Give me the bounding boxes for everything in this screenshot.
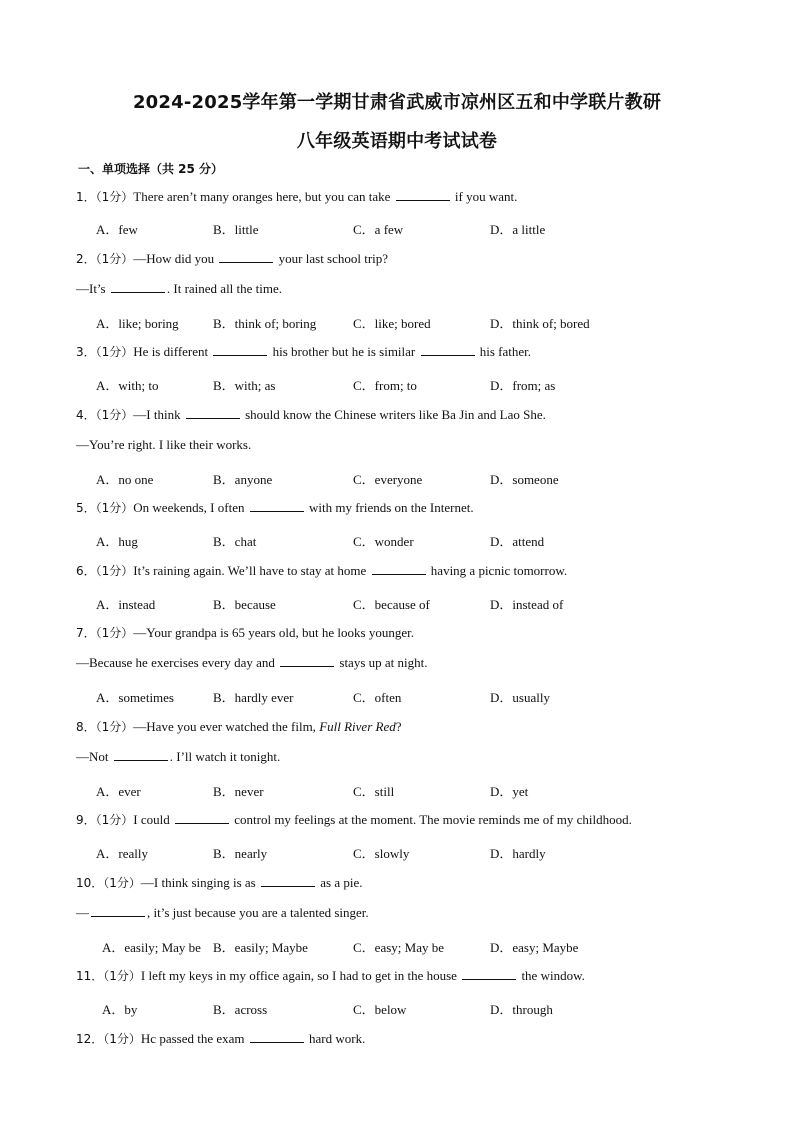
question-8-line-2: —Not . I’ll watch it tonight. (76, 749, 281, 764)
option-c: C．like; bored (353, 316, 431, 331)
option-a: A．hug (96, 534, 138, 549)
question-8: 8．（1分）—Have you ever watched the film, Full River Red? (76, 719, 402, 734)
option-b: B．think of; boring (213, 316, 317, 331)
option-a: A．by (102, 1002, 138, 1017)
option-a: A．easily; May be (102, 940, 201, 955)
answer-blank (111, 281, 165, 293)
option-d: D．someone (490, 472, 559, 487)
question-5: 5．（1分）On weekends, I often with my friends on the Internet. (76, 500, 474, 515)
option-d: D．easy; Maybe (490, 940, 579, 955)
exam-title-line-1: 2024-2025学年第一学期甘肃省武威市凉州区五和中学联片教研 (132, 92, 662, 113)
option-b: B．chat (213, 534, 257, 549)
option-d: D．usually (490, 690, 550, 705)
option-d: D．think of; bored (490, 316, 590, 331)
question-9: 9．（1分）I could control my feelings at the moment. The movie reminds me of my childhood. (76, 812, 632, 827)
option-c: C．often (353, 690, 402, 705)
answer-blank (280, 655, 334, 667)
answer-blank (250, 500, 304, 512)
option-d: D．hardly (490, 846, 546, 861)
question-3: 3．（1分）He is different his brother but he is similar his father. (76, 344, 532, 359)
option-a: A．sometimes (96, 690, 174, 705)
question-10-line-2: — , it’s just because you are a talented singer. (76, 905, 369, 920)
option-c: C．still (353, 784, 395, 799)
answer-blank (219, 251, 273, 263)
answer-blank (396, 189, 450, 201)
answer-blank (261, 875, 315, 887)
option-b: B．hardly ever (213, 690, 294, 705)
answer-blank (421, 344, 475, 356)
option-b: B．anyone (213, 472, 273, 487)
question-1: 1．（1分）There aren’t many oranges here, but you can take if you want. (76, 189, 518, 204)
option-c: C．from; to (353, 378, 417, 393)
answer-blank (175, 812, 229, 824)
option-a: A．like; boring (96, 316, 179, 331)
option-b: B．because (213, 597, 276, 612)
option-b: B．across (213, 1002, 268, 1017)
section-heading: 一、单项选择（共 25 分） (78, 162, 224, 176)
answer-blank (213, 344, 267, 356)
question-2-line-2: —It’s . It rained all the time. (76, 281, 283, 296)
option-a: A．no one (96, 472, 154, 487)
question-12: 12．（1分）Hc passed the exam hard work. (76, 1031, 366, 1046)
question-4: 4．（1分）—I think should know the Chinese writers like Ba Jin and Lao She. (76, 407, 546, 422)
option-c: C．everyone (353, 472, 423, 487)
question-7: 7．（1分）—Your grandpa is 65 years old, but he looks younger. (76, 625, 414, 640)
option-c: C．wonder (353, 534, 414, 549)
option-c: C．below (353, 1002, 407, 1017)
answer-blank (462, 968, 516, 980)
exam-title-line-2: 八年级英语期中考试试卷 (296, 131, 498, 152)
option-b: B．easily; Maybe (213, 940, 308, 955)
answer-blank (91, 905, 145, 917)
question-11: 11．（1分）I left my keys in my office again, so I had to get in the house the window. (76, 968, 585, 983)
option-b: B．with; as (213, 378, 276, 393)
question-10: 10．（1分）—I think singing is as as a pie. (76, 875, 363, 890)
question-7-line-2: —Because he exercises every day and stays up at night. (76, 655, 428, 670)
option-a: A．really (96, 846, 148, 861)
option-a: A．few (96, 222, 138, 237)
question-6: 6．（1分）It’s raining again. We’ll have to stay at home having a picnic tomorrow. (76, 563, 568, 578)
option-a: A．with; to (96, 378, 159, 393)
question-4-line-2: —You’re right. I like their works. (76, 437, 252, 452)
option-a: A．instead (96, 597, 156, 612)
option-d: D．from; as (490, 378, 556, 393)
option-b: B．never (213, 784, 264, 799)
answer-blank (114, 749, 168, 761)
option-c: C．because of (353, 597, 430, 612)
film-title: Full River Red (319, 719, 396, 734)
option-d: D．a little (490, 222, 546, 237)
option-c: C．a few (353, 222, 404, 237)
option-d: D．attend (490, 534, 545, 549)
option-d: D．instead of (490, 597, 564, 612)
option-c: C．easy; May be (353, 940, 444, 955)
option-b: B．nearly (213, 846, 268, 861)
option-c: C．slowly (353, 846, 410, 861)
option-d: D．through (490, 1002, 553, 1017)
answer-blank (250, 1031, 304, 1043)
answer-blank (186, 407, 240, 419)
option-d: D．yet (490, 784, 529, 799)
option-b: B．little (213, 222, 259, 237)
answer-blank (372, 563, 426, 575)
option-a: A．ever (96, 784, 141, 799)
question-2: 2．（1分）—How did you your last school trip? (76, 251, 389, 266)
